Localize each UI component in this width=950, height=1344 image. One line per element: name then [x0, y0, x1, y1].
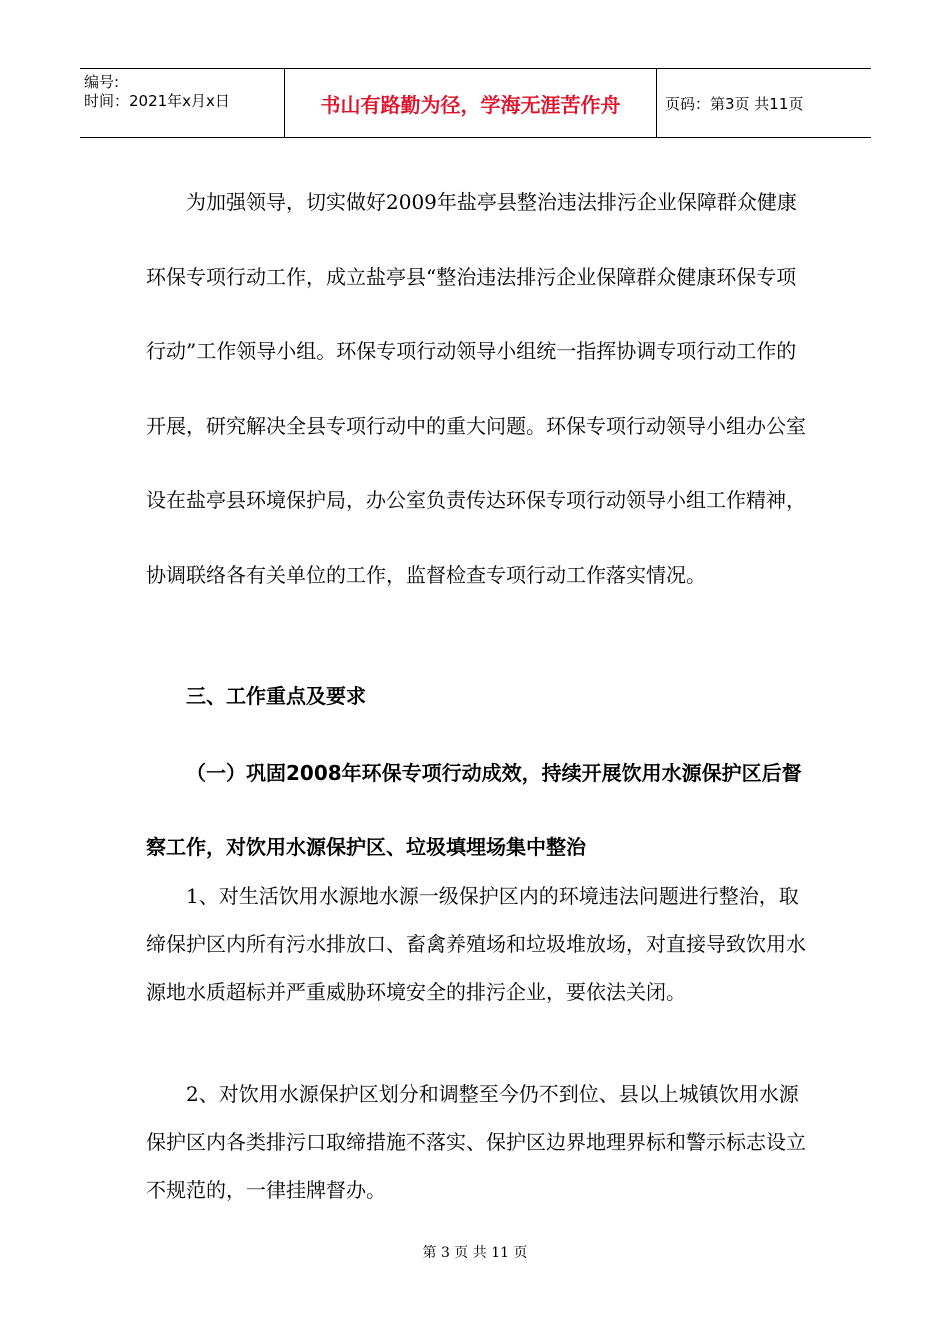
list-item: 1、对生活饮用水源地水源一级保护区内的环境违法问题进行整治，取缔保护区内所有污水排放口、畜禽养殖场和垃圾堆放场，对直接导致饮用水源地水质超标并严重威胁环境安全的排污企业，要依法关闭。 — [146, 884, 806, 1004]
header-meta — [80, 69, 284, 137]
page-header — [80, 68, 871, 138]
header-motto: 书山有路勤为径，学海无涯苦作舟 — [284, 69, 657, 137]
page-footer: 第 3 页 共 11 页 — [422, 1245, 528, 1261]
section-heading: 三、工作重点及要求 — [186, 684, 366, 708]
list-item: 2、对饮用水源保护区划分和调整至今仍不到位、县以上城镇饮用水源保护区内各类排污口取缔措施不落实、保护区边界地理界标和警示标志设立不规范的，一律挂牌督办。 — [146, 1082, 806, 1202]
header-page-info: 页码：第3页 共11页 — [665, 94, 804, 113]
doc-number-label: 编号: — [84, 73, 120, 91]
body-paragraph: 为加强领导，切实做好2009年盐亭县整治违法排污企业保障群众健康环保专项行动工作，成立盐亭县“整治违法排污企业保障群众健康环保专项行动”工作领导小组。环保专项行动领导小组统一指挥协调专项行动工作的开展，研究解决全县专项行动中的重大问题。环保专项行动领导小组办公室设在盐亭县环境保护局，办公室负责传达环保专项行动领导小组工作精神，协调联络各有关单位的工作，监督检查专项行动工作落实情况。 — [146, 190, 806, 587]
subsection-heading: （一）巩固2008年环保专项行动成效，持续开展饮用水源保护区后督察工作，对饮用水源保护区、垃圾填埋场集中整治 — [146, 761, 802, 859]
doc-time-label: 时间：2021年x月x日 — [84, 92, 230, 110]
